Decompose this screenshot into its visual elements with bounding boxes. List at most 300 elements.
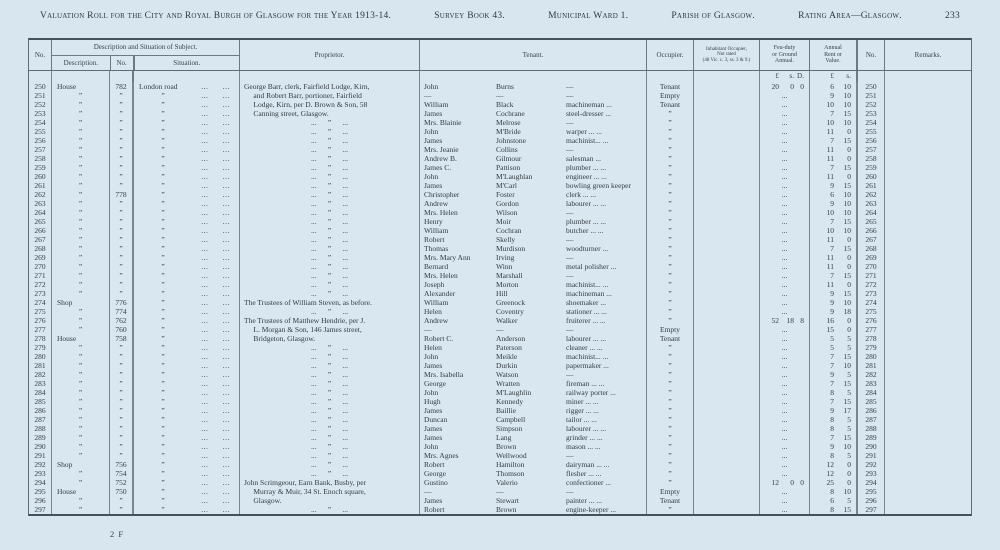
situation-text: ” bbox=[161, 352, 165, 361]
cell-occupier: ” bbox=[646, 370, 693, 379]
cell-occupier: ” bbox=[646, 352, 693, 361]
tenant-forename: Mrs. Blainie bbox=[424, 118, 462, 127]
situation-text: ” bbox=[161, 343, 165, 352]
situation-text: ” bbox=[161, 487, 165, 496]
cell-inhabitant-occupier bbox=[693, 370, 759, 379]
cell-feu-duty: ... bbox=[759, 307, 809, 316]
cell-feu-duty: ... bbox=[759, 190, 809, 199]
tenant-forename: Andrew B. bbox=[424, 154, 457, 163]
cell-no-left: 272 bbox=[34, 280, 46, 289]
tenant-occupation: cleaner ... ... bbox=[566, 343, 603, 352]
cell-no-left: 288 bbox=[34, 424, 46, 433]
cell-inhabitant-occupier bbox=[693, 334, 759, 343]
cell-street-no: 774 bbox=[109, 307, 132, 316]
cell-situation bbox=[132, 505, 239, 514]
table-row bbox=[29, 82, 971, 91]
cell-no-left: 295 bbox=[34, 487, 46, 496]
cell-description: ” bbox=[51, 109, 109, 118]
cell-tenant bbox=[419, 370, 646, 379]
table-row bbox=[29, 478, 971, 487]
cell-proprietor: ... ” ... bbox=[239, 361, 419, 370]
cell-occupier: ” bbox=[646, 118, 693, 127]
valuation-table bbox=[28, 38, 972, 516]
cell-inhabitant-occupier bbox=[693, 397, 759, 406]
table-row bbox=[29, 244, 971, 253]
cell-situation bbox=[132, 91, 239, 100]
cell-tenant bbox=[419, 415, 646, 424]
cell-proprietor: Glasgow. bbox=[239, 496, 419, 505]
cell-inhabitant-occupier bbox=[693, 343, 759, 352]
cell-no-left: 258 bbox=[34, 154, 46, 163]
feu-unit-shillings: s. bbox=[789, 72, 794, 80]
cell-description: House bbox=[51, 487, 109, 496]
tenant-occupation: fireman ... ... bbox=[566, 379, 605, 388]
cell-occupier: ” bbox=[646, 109, 693, 118]
tenant-occupation: — bbox=[566, 82, 574, 91]
cell-feu-duty: ... bbox=[759, 91, 809, 100]
cell-no-left: 282 bbox=[34, 370, 46, 379]
rent-pounds: 10 bbox=[826, 118, 834, 127]
table-row bbox=[29, 505, 971, 514]
cell-inhabitant-occupier bbox=[693, 100, 759, 109]
cell-no-left: 289 bbox=[34, 433, 46, 442]
cell-description: ” bbox=[51, 253, 109, 262]
cell-tenant bbox=[419, 235, 646, 244]
rent-pounds: 6 bbox=[830, 82, 834, 91]
rent-pounds: 7 bbox=[830, 109, 834, 118]
printers-signature: 2 F bbox=[110, 529, 125, 539]
cell-remarks bbox=[884, 388, 971, 397]
cell-inhabitant-occupier bbox=[693, 469, 759, 478]
cell-proprietor: ... ” ... bbox=[239, 136, 419, 145]
rent-shillings: 15 bbox=[843, 109, 851, 118]
rent-shillings: 15 bbox=[843, 379, 851, 388]
cell-street-no: ” bbox=[109, 388, 132, 397]
rent-shillings: 0 bbox=[847, 127, 851, 136]
cell-tenant bbox=[419, 334, 646, 343]
situation-text: ” bbox=[161, 478, 165, 487]
table-row bbox=[29, 415, 971, 424]
rent-pounds: 9 bbox=[830, 199, 834, 208]
cell-description: ” bbox=[51, 433, 109, 442]
situation-text: ” bbox=[161, 100, 165, 109]
cell-occupier: Empty bbox=[646, 487, 693, 496]
running-head-title: Valuation Roll for the City and Royal Burgh of Glasgow for the Year 1913-14. bbox=[40, 11, 392, 21]
cell-proprietor: ... ” ... bbox=[239, 415, 419, 424]
cell-occupier: ” bbox=[646, 163, 693, 172]
situation-text: ” bbox=[161, 397, 165, 406]
cell-tenant bbox=[419, 190, 646, 199]
cell-inhabitant-occupier bbox=[693, 235, 759, 244]
tenant-forename: Andrew bbox=[424, 199, 449, 208]
rent-pounds: 9 bbox=[830, 181, 834, 190]
situation-text: ” bbox=[161, 280, 165, 289]
cell-proprietor: Bridgeton, Glasgow. bbox=[239, 334, 419, 343]
cell-tenant bbox=[419, 127, 646, 136]
cell-street-no: 754 bbox=[109, 469, 132, 478]
cell-no-right: 295 bbox=[856, 487, 884, 496]
cell-feu-duty: ... bbox=[759, 406, 809, 415]
cell-feu-duty: ... bbox=[759, 496, 809, 505]
inhabitant-line1: Inhabitant Occupier, bbox=[706, 46, 747, 52]
cell-tenant bbox=[419, 163, 646, 172]
cell-inhabitant-occupier bbox=[693, 208, 759, 217]
cell-remarks bbox=[884, 379, 971, 388]
table-row bbox=[29, 280, 971, 289]
tenant-occupation: — bbox=[566, 208, 574, 217]
situation-text: ” bbox=[161, 217, 165, 226]
tenant-surname: Black bbox=[496, 100, 514, 109]
rent-pounds: 6 bbox=[830, 496, 834, 505]
rent-shillings: 5 bbox=[847, 496, 851, 505]
tenant-occupation: miner ... ... bbox=[566, 397, 599, 406]
cell-no-right: 294 bbox=[856, 478, 884, 487]
cell-situation bbox=[132, 262, 239, 271]
rent-shillings: 17 bbox=[843, 406, 851, 415]
tenant-surname: Cochrane bbox=[496, 109, 525, 118]
cell-street-no: ” bbox=[109, 208, 132, 217]
cell-occupier: ” bbox=[646, 271, 693, 280]
cell-feu-duty: ... bbox=[759, 226, 809, 235]
cell-proprietor: ... ” ... bbox=[239, 370, 419, 379]
situation-dots: ... ... bbox=[201, 100, 230, 109]
situation-text: ” bbox=[161, 91, 165, 100]
tenant-occupation: labourer ... ... bbox=[566, 424, 606, 433]
situation-text: ” bbox=[161, 424, 165, 433]
cell-proprietor: ... ” ... bbox=[239, 226, 419, 235]
rent-shillings: 0 bbox=[847, 172, 851, 181]
cell-feu-duty: ... bbox=[759, 379, 809, 388]
cell-description: ” bbox=[51, 478, 109, 487]
cell-no-left: 294 bbox=[34, 478, 46, 487]
cell-feu-duty: ... bbox=[759, 208, 809, 217]
cell-remarks bbox=[884, 163, 971, 172]
cell-description: ” bbox=[51, 190, 109, 199]
cell-annual-rent bbox=[809, 280, 856, 289]
cell-feu-duty: ... bbox=[759, 163, 809, 172]
tenant-occupation: plumber ... ... bbox=[566, 163, 606, 172]
cell-tenant bbox=[419, 424, 646, 433]
cell-description: ” bbox=[51, 145, 109, 154]
situation-dots: ... ... bbox=[201, 397, 230, 406]
situation-dots: ... ... bbox=[201, 442, 230, 451]
rent-shillings: 15 bbox=[843, 163, 851, 172]
cell-proprietor: ... ” ... bbox=[239, 271, 419, 280]
cell-tenant bbox=[419, 442, 646, 451]
cell-tenant bbox=[419, 352, 646, 361]
tenant-surname: Campbell bbox=[496, 415, 526, 424]
cell-occupier: ” bbox=[646, 343, 693, 352]
rent-pounds: 12 bbox=[826, 469, 834, 478]
cell-occupier: ” bbox=[646, 199, 693, 208]
cell-situation bbox=[132, 235, 239, 244]
tenant-surname: Cochran bbox=[496, 226, 522, 235]
tenant-occupation: clerk ... ... bbox=[566, 190, 596, 199]
cell-no-left: 287 bbox=[34, 415, 46, 424]
cell-no-left: 280 bbox=[34, 352, 46, 361]
cell-remarks bbox=[884, 451, 971, 460]
cell-annual-rent bbox=[809, 334, 856, 343]
cell-description: ” bbox=[51, 100, 109, 109]
tenant-surname: Watson bbox=[496, 370, 519, 379]
table-row bbox=[29, 334, 971, 343]
rent-shillings: 15 bbox=[843, 289, 851, 298]
tenant-surname: Johnstone bbox=[496, 136, 526, 145]
cell-situation bbox=[132, 316, 239, 325]
cell-no-right: 252 bbox=[856, 100, 884, 109]
cell-inhabitant-occupier bbox=[693, 91, 759, 100]
table-row bbox=[29, 208, 971, 217]
cell-description: ” bbox=[51, 388, 109, 397]
cell-remarks bbox=[884, 370, 971, 379]
cell-situation bbox=[132, 109, 239, 118]
cell-feu-duty bbox=[759, 316, 809, 325]
cell-street-no: ” bbox=[109, 343, 132, 352]
cell-proprietor: ... ” ... bbox=[239, 289, 419, 298]
tenant-occupation: — bbox=[566, 235, 574, 244]
rent-shillings: 10 bbox=[843, 190, 851, 199]
cell-no-left: 286 bbox=[34, 406, 46, 415]
rent-shillings: 15 bbox=[843, 181, 851, 190]
cell-no-left: 260 bbox=[34, 172, 46, 181]
tenant-surname: Durkin bbox=[496, 361, 518, 370]
cell-proprietor: ... ” ... bbox=[239, 262, 419, 271]
cell-description: ” bbox=[51, 361, 109, 370]
cell-feu-duty: ... bbox=[759, 217, 809, 226]
cell-proprietor: George Barr, clerk, Fairfield Lodge, Kirn, bbox=[239, 82, 419, 91]
cell-no-right: 282 bbox=[856, 370, 884, 379]
cell-occupier: ” bbox=[646, 127, 693, 136]
situation-text: ” bbox=[161, 379, 165, 388]
rent-line1: Annual bbox=[824, 45, 842, 52]
cell-no-right: 278 bbox=[856, 334, 884, 343]
cell-situation bbox=[132, 154, 239, 163]
cell-annual-rent bbox=[809, 478, 856, 487]
cell-annual-rent bbox=[809, 370, 856, 379]
cell-situation bbox=[132, 163, 239, 172]
cell-remarks bbox=[884, 334, 971, 343]
cell-description: ” bbox=[51, 316, 109, 325]
cell-annual-rent bbox=[809, 181, 856, 190]
cell-tenant bbox=[419, 316, 646, 325]
cell-description: ” bbox=[51, 289, 109, 298]
situation-dots: ... ... bbox=[201, 433, 230, 442]
cell-inhabitant-occupier bbox=[693, 361, 759, 370]
cell-situation bbox=[132, 478, 239, 487]
rent-shillings: 10 bbox=[843, 361, 851, 370]
tenant-forename: Robert bbox=[424, 505, 445, 514]
cell-tenant bbox=[419, 343, 646, 352]
feu-line3: Annual. bbox=[774, 58, 795, 65]
cell-annual-rent bbox=[809, 145, 856, 154]
cell-feu-duty: ... bbox=[759, 289, 809, 298]
cell-no-left: 252 bbox=[34, 100, 46, 109]
cell-street-no: ” bbox=[109, 262, 132, 271]
situation-dots: ... ... bbox=[201, 460, 230, 469]
table-row bbox=[29, 163, 971, 172]
cell-street-no: 758 bbox=[109, 334, 132, 343]
cell-occupier: Tenant bbox=[646, 496, 693, 505]
cell-annual-rent bbox=[809, 316, 856, 325]
cell-no-right: 291 bbox=[856, 451, 884, 460]
cell-proprietor: and Robert Barr, portioner, Fairfield bbox=[239, 91, 419, 100]
cell-occupier: ” bbox=[646, 145, 693, 154]
rent-shillings: 10 bbox=[843, 100, 851, 109]
cell-no-right: 283 bbox=[856, 379, 884, 388]
rent-pounds: 8 bbox=[830, 415, 834, 424]
table-header bbox=[29, 40, 971, 71]
cell-street-no: ” bbox=[109, 226, 132, 235]
cell-proprietor: ... ” ... bbox=[239, 505, 419, 514]
cell-no-right: 276 bbox=[856, 316, 884, 325]
situation-dots: ... ... bbox=[201, 262, 230, 271]
cell-tenant bbox=[419, 298, 646, 307]
cell-remarks bbox=[884, 244, 971, 253]
tenant-surname: — bbox=[496, 91, 504, 100]
tenant-surname: Brown bbox=[496, 442, 517, 451]
cell-description: ” bbox=[51, 226, 109, 235]
cell-street-no: 760 bbox=[109, 325, 132, 334]
cell-no-right: 259 bbox=[856, 163, 884, 172]
page-number: 233 bbox=[945, 11, 960, 21]
cell-no-right: 261 bbox=[856, 181, 884, 190]
cell-annual-rent bbox=[809, 91, 856, 100]
cell-proprietor: Canning street, Glasgow. bbox=[239, 109, 419, 118]
cell-no-left: 291 bbox=[34, 451, 46, 460]
table-row bbox=[29, 388, 971, 397]
situation-dots: ... ... bbox=[201, 361, 230, 370]
rent-pounds: 7 bbox=[830, 397, 834, 406]
situation-text: ” bbox=[161, 433, 165, 442]
tenant-forename: Bernard bbox=[424, 262, 449, 271]
feu-unit-pounds: £ bbox=[775, 72, 779, 80]
col-header-proprietor: Proprietor. bbox=[239, 40, 419, 70]
situation-dots: ... ... bbox=[201, 280, 230, 289]
cell-description: ” bbox=[51, 424, 109, 433]
tenant-occupation: machinist... ... bbox=[566, 280, 609, 289]
cell-no-left: 269 bbox=[34, 253, 46, 262]
tenant-occupation: butcher ... ... bbox=[566, 226, 604, 235]
rent-pounds: 7 bbox=[830, 271, 834, 280]
cell-annual-rent bbox=[809, 244, 856, 253]
cell-no-right: 256 bbox=[856, 136, 884, 145]
cell-inhabitant-occupier bbox=[693, 352, 759, 361]
cell-no-left: 262 bbox=[34, 190, 46, 199]
tenant-occupation: machineman ... bbox=[566, 289, 612, 298]
cell-description: ” bbox=[51, 91, 109, 100]
table-row bbox=[29, 199, 971, 208]
col-header-occupier: Occupier. bbox=[646, 40, 693, 70]
running-head-survey-book: Survey Book 43. bbox=[434, 11, 505, 21]
rent-shillings: 10 bbox=[843, 199, 851, 208]
cell-situation bbox=[132, 289, 239, 298]
tenant-occupation: — bbox=[566, 253, 574, 262]
cell-occupier: ” bbox=[646, 208, 693, 217]
rent-shillings: 15 bbox=[843, 244, 851, 253]
tenant-forename: Helen bbox=[424, 343, 442, 352]
cell-no-right: 258 bbox=[856, 154, 884, 163]
cell-description: ” bbox=[51, 235, 109, 244]
cell-annual-rent bbox=[809, 127, 856, 136]
feu-value-part: 0 bbox=[790, 478, 794, 487]
tenant-forename: John bbox=[424, 442, 439, 451]
cell-annual-rent bbox=[809, 208, 856, 217]
cell-street-no: ” bbox=[109, 199, 132, 208]
cell-annual-rent bbox=[809, 388, 856, 397]
table-row bbox=[29, 424, 971, 433]
cell-tenant bbox=[419, 379, 646, 388]
situation-dots: ... ... bbox=[201, 199, 230, 208]
situation-dots: ... ... bbox=[201, 217, 230, 226]
rent-shillings: 0 bbox=[847, 154, 851, 163]
situation-dots: ... ... bbox=[201, 163, 230, 172]
tenant-surname: Meikle bbox=[496, 352, 518, 361]
cell-occupier: ” bbox=[646, 289, 693, 298]
situation-text: ” bbox=[161, 163, 165, 172]
cell-description: ” bbox=[51, 280, 109, 289]
tenant-occupation: plumber ... ... bbox=[566, 217, 606, 226]
cell-street-no: ” bbox=[109, 451, 132, 460]
col-group-subheaders bbox=[52, 56, 239, 70]
cell-proprietor: L. Morgan & Son, 146 James street, bbox=[239, 325, 419, 334]
cell-no-right: 281 bbox=[856, 361, 884, 370]
cell-feu-duty: ... bbox=[759, 415, 809, 424]
cell-tenant bbox=[419, 361, 646, 370]
cell-feu-duty: ... bbox=[759, 352, 809, 361]
rent-shillings: 15 bbox=[843, 505, 851, 514]
tenant-surname: Stewart bbox=[496, 496, 519, 505]
tenant-forename: James bbox=[424, 406, 443, 415]
feu-value-part: 52 bbox=[771, 316, 779, 325]
cell-situation bbox=[132, 334, 239, 343]
cell-description: ” bbox=[51, 217, 109, 226]
cell-proprietor: ... ” ... bbox=[239, 154, 419, 163]
table-row bbox=[29, 460, 971, 469]
cell-street-no: ” bbox=[109, 271, 132, 280]
situation-dots: ... ... bbox=[201, 424, 230, 433]
cell-feu-duty: ... bbox=[759, 145, 809, 154]
tenant-occupation: warper ... ... bbox=[566, 127, 602, 136]
cell-inhabitant-occupier bbox=[693, 496, 759, 505]
cell-no-right: 250 bbox=[856, 82, 884, 91]
cell-situation bbox=[132, 388, 239, 397]
cell-annual-rent bbox=[809, 451, 856, 460]
rent-pounds: 12 bbox=[826, 460, 834, 469]
document-running-head bbox=[40, 11, 960, 21]
cell-annual-rent bbox=[809, 469, 856, 478]
cell-proprietor: John Scrimgeour, Earn Bank, Busby, per bbox=[239, 478, 419, 487]
cell-situation bbox=[132, 118, 239, 127]
cell-no-right: 289 bbox=[856, 433, 884, 442]
cell-annual-rent bbox=[809, 136, 856, 145]
rent-pounds: 9 bbox=[830, 289, 834, 298]
tenant-forename: William bbox=[424, 226, 449, 235]
cell-no-left: 284 bbox=[34, 388, 46, 397]
tenant-surname: Paterson bbox=[496, 343, 522, 352]
tenant-occupation: labourer ... ... bbox=[566, 334, 606, 343]
cell-proprietor: ... ” ... bbox=[239, 352, 419, 361]
cell-annual-rent bbox=[809, 289, 856, 298]
cell-description: ” bbox=[51, 397, 109, 406]
cell-tenant bbox=[419, 199, 646, 208]
cell-feu-duty: ... bbox=[759, 370, 809, 379]
tenant-surname: Marshall bbox=[496, 271, 523, 280]
cell-description: ” bbox=[51, 199, 109, 208]
cell-tenant bbox=[419, 208, 646, 217]
col-header-feu-duty bbox=[759, 40, 809, 70]
tenant-forename: William bbox=[424, 298, 449, 307]
inhabitant-line2: Not rated bbox=[717, 52, 736, 58]
